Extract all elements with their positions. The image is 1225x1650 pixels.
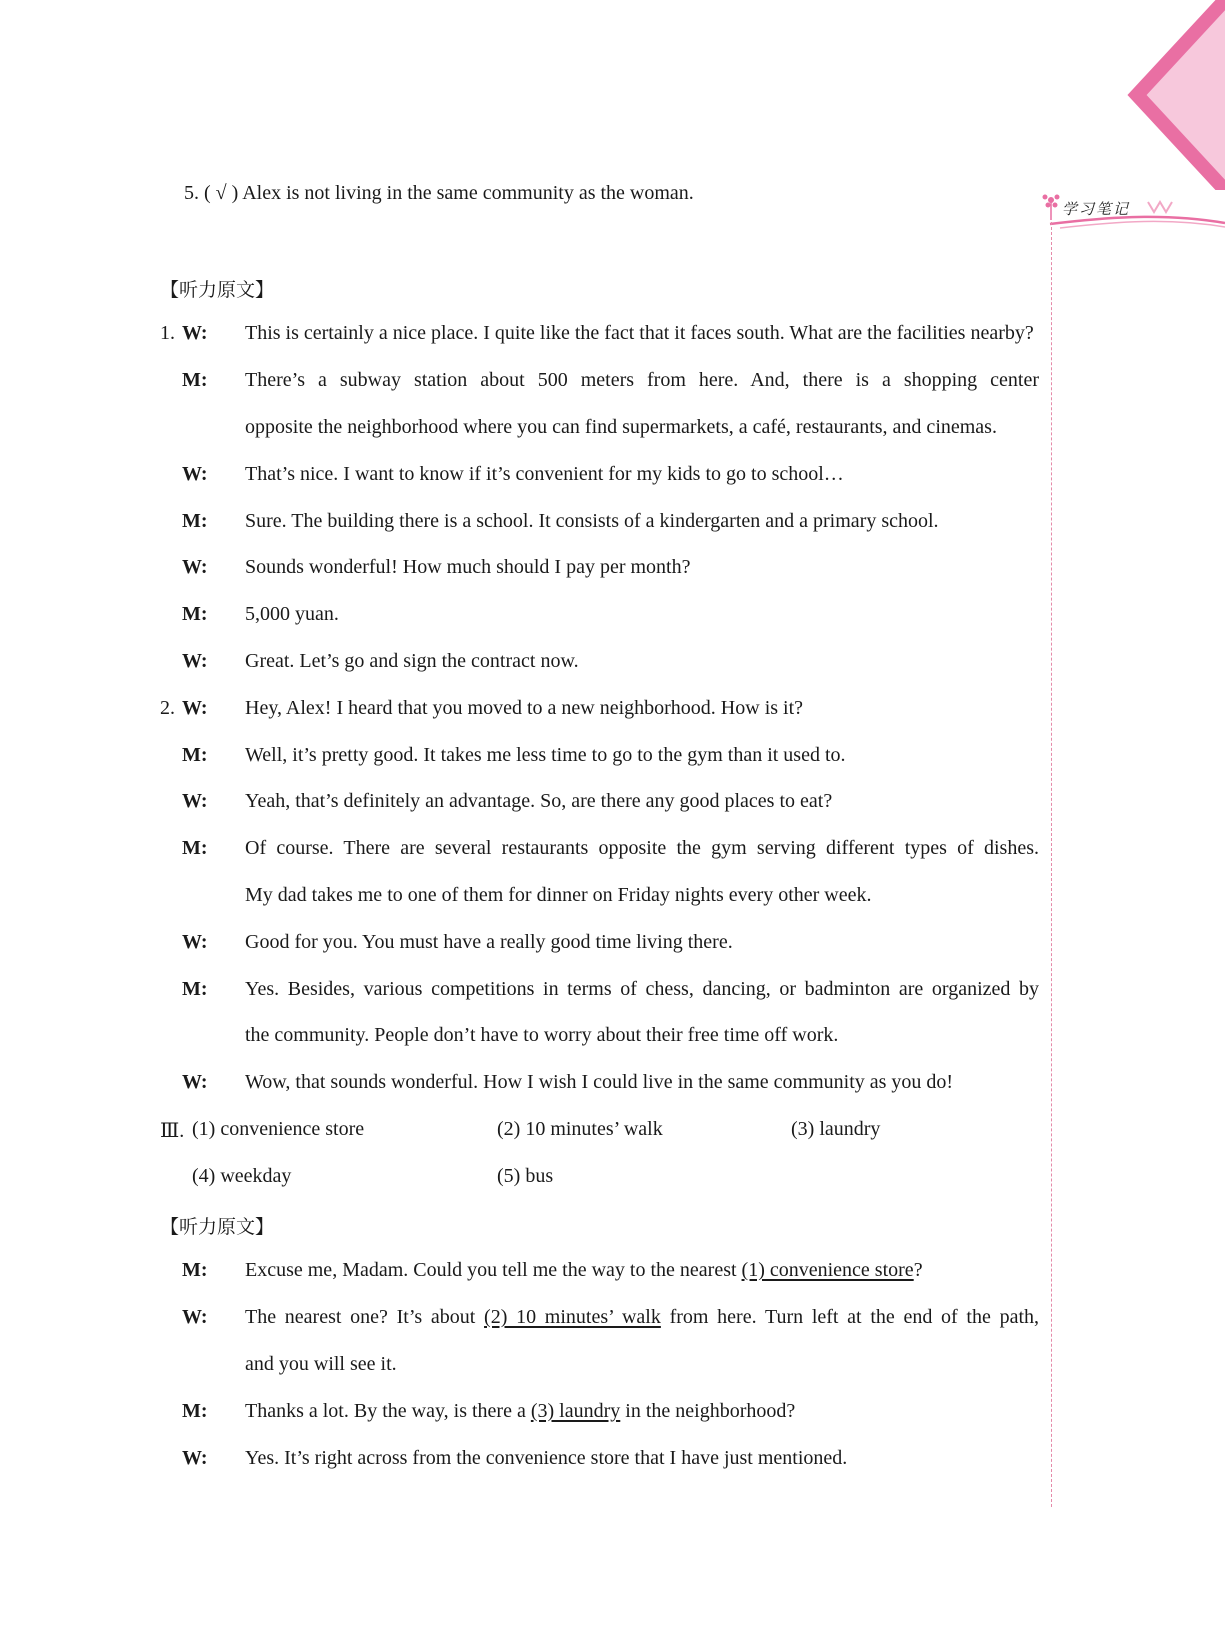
answer-blank: (1) convenience store bbox=[741, 1259, 914, 1281]
speaker-label: W: bbox=[182, 322, 208, 344]
dialogue-line: Great. Let’s go and sign the contract now. bbox=[245, 650, 579, 672]
answer-4: (4) weekday bbox=[192, 1165, 292, 1187]
dialogue-line-cont: opposite the neighborhood where you can find supermarkets, a café, restaurants, and cinemas. bbox=[245, 416, 997, 438]
answer-3: (3) laundry bbox=[791, 1118, 881, 1140]
dialogue-line: Good for you. You must have a really good time living there. bbox=[245, 931, 733, 953]
speaker-label: M: bbox=[182, 1400, 208, 1422]
item-number: 1. bbox=[160, 322, 175, 344]
dialogue-line: Yes. Besides, various competitions in terms of chess, dancing, or badminton are organized by bbox=[245, 978, 1039, 1000]
speaker-label: W: bbox=[182, 1071, 208, 1093]
speaker-label: W: bbox=[182, 931, 208, 953]
speaker-label: W: bbox=[182, 1306, 208, 1328]
section-number: Ⅲ. bbox=[160, 1120, 185, 1142]
dialogue-line: Thanks a lot. By the way, is there a (3) laundry in the neighborhood? bbox=[245, 1400, 796, 1422]
notes-label: 学习笔记 bbox=[1062, 200, 1131, 218]
dialogue-line-cont: My dad takes me to one of them for dinner on Friday nights every other week. bbox=[245, 884, 872, 906]
dialogue-line: Yes. It’s right across from the convenience store that I have just mentioned. bbox=[245, 1447, 848, 1469]
speaker-label: W: bbox=[182, 463, 208, 485]
dialogue-line: The nearest one? It’s about (2) 10 minutes’ walk from here. Turn left at the end of the path, bbox=[245, 1306, 1040, 1328]
speaker-label: M: bbox=[182, 369, 208, 391]
notes-margin-line bbox=[1051, 222, 1052, 1507]
speaker-label: W: bbox=[182, 1447, 208, 1469]
dialogue-line-cont: and you will see it. bbox=[245, 1353, 397, 1375]
dialogue-line: Of course. There are several restaurants opposite the gym serving different types of dishes. bbox=[245, 837, 1039, 859]
dialogue-line: Hey, Alex! I heard that you moved to a new neighborhood. How is it? bbox=[245, 697, 804, 719]
speaker-label: M: bbox=[182, 510, 208, 532]
answer-5: (5) bus bbox=[497, 1165, 554, 1187]
answer-blank: (2) 10 minutes’ walk bbox=[484, 1306, 661, 1328]
dialogue-line: There’s a subway station about 500 meters from here. And, there is a shopping center bbox=[245, 369, 1039, 391]
dialogue-line: Yeah, that’s definitely an advantage. So, are there any good places to eat? bbox=[245, 790, 833, 812]
speaker-label: W: bbox=[182, 697, 208, 719]
speaker-label: W: bbox=[182, 650, 208, 672]
answer-2: (2) 10 minutes’ walk bbox=[497, 1118, 663, 1140]
dialogue-line: Sounds wonderful! How much should I pay per month? bbox=[245, 556, 691, 578]
dialogue-line: Sure. The building there is a school. It consists of a kindergarten and a primary school. bbox=[245, 510, 939, 532]
dialogue-line: Excuse me, Madam. Could you tell me the way to the nearest (1) convenience store? bbox=[245, 1259, 923, 1281]
speaker-label: W: bbox=[182, 790, 208, 812]
dialogue-line: 5,000 yuan. bbox=[245, 603, 339, 625]
answer-q5: 5. ( √ ) Alex is not living in the same community as the woman. bbox=[184, 182, 694, 204]
speaker-label: M: bbox=[182, 744, 208, 766]
speaker-label: M: bbox=[182, 1259, 208, 1281]
section-heading: 【听力原文】 bbox=[160, 1216, 275, 1238]
speaker-label: M: bbox=[182, 603, 208, 625]
answer-1: (1) convenience store bbox=[192, 1118, 365, 1140]
dialogue-line-cont: the community. People don’t have to worry about their free time off work. bbox=[245, 1024, 839, 1046]
item-number: 2. bbox=[160, 697, 175, 719]
dialogue-line: That’s nice. I want to know if it’s convenient for my kids to go to school… bbox=[245, 463, 844, 485]
study-notes-header bbox=[1040, 190, 1225, 235]
speaker-label: W: bbox=[182, 556, 208, 578]
corner-decoration bbox=[1075, 0, 1225, 190]
dialogue-line: This is certainly a nice place. I quite like the fact that it faces south. What are the facilities nearby? bbox=[245, 322, 1034, 344]
answer-blank: (3) laundry bbox=[530, 1400, 621, 1422]
section-heading: 【听力原文】 bbox=[160, 279, 275, 301]
dialogue-line: Wow, that sounds wonderful. How I wish I could live in the same community as you do! bbox=[245, 1071, 954, 1093]
speaker-label: M: bbox=[182, 978, 208, 1000]
dialogue-line: Well, it’s pretty good. It takes me less time to go to the gym than it used to. bbox=[245, 744, 846, 766]
speaker-label: M: bbox=[182, 837, 208, 859]
